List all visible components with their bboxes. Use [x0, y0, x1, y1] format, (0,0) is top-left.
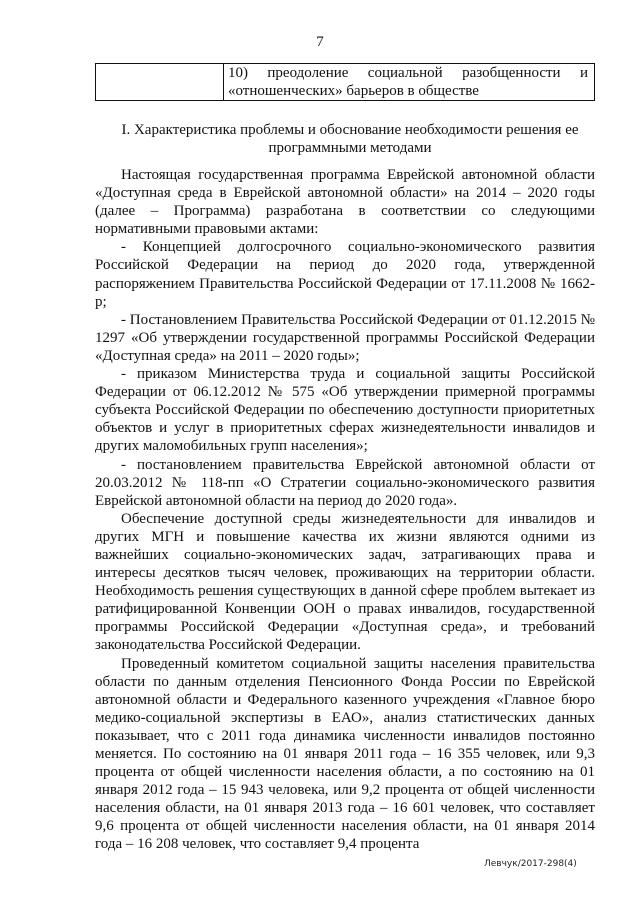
document-reference: Левчук/2017-298(4): [484, 859, 577, 869]
table-text-cell: 10) преодоление социальной разобщенности и «отношенческих» барьеров в обществе: [224, 64, 595, 101]
paragraph-intro: Настоящая государственная программа Еврейской автономной области «Доступная среда в Еврейской автономной области» на 2014 – 2020 годы (далее – Программа) разработана в соответствии со следующими нормативными правовыми актами:: [95, 167, 595, 238]
paragraph: Обеспечение доступной среды жизнедеятельности для инвалидов и других МГН и повышение качества их жизни являются одними из важнейших социально-экономических задач, затрагивающих права и интересы десятков тысяч человек, проживающих на территории области. Необходимость решения существующих в данной сфере проблем вытекает из ратифицированной Конвенции ООН о правах инвалидов, государственной программы Российской Федерации «Доступная среда», и требований законодательства Российской Федерации.: [95, 510, 595, 654]
paragraph-list-item: - Постановлением Правительства Российской Федерации от 01.12.2015 № 1297 «Об утверждении государственной программы Российской Федерации «Доступная среда» на 2011 – 2020 годы»;: [95, 311, 595, 364]
paragraph-list-item: - приказом Министерства труда и социальной защиты Российской Федерации от 06.12.2012 № 575 «Об утверждении примерной программы субъекта Российской Федерации по обеспечению доступности приоритетных объектов и услуг в приоритетных сферах жизнедеятельности инвалидов и других маломобильных групп населения»;: [95, 366, 595, 455]
paragraph-list-item: - Концепцией долгосрочного социально-экономического развития Российской Федерации на период до 2020 года, утвержденной распоряжением Правительства Российской Федерации от 17.11.2008 № 1662-р;: [95, 239, 595, 310]
table-empty-cell: [96, 64, 224, 101]
table-row: [96, 64, 595, 101]
section-heading: I. Характеристика проблемы и обоснование необходимости решения ее программными методами: [121, 122, 579, 156]
paragraph: Проведенный комитетом социальной защиты населения правительства области по данным отделения Пенсионного Фонда России по Еврейской автономной области и Федерального казенного учреждения «Главное бюро медико-социальной экспертизы в ЕАО», анализ статистических данных показывает, что с 2011 года динамика численности инвалидов постоянно меняется. По состоянию на 01 января 2011 года – 16 355 человек, или 9,3 процента от общей численности населения области, а по состоянию на 01 января 2012 года – 15 943 человека, или 9,2 процента от общей численности населения области, на 01 января 2013 года – 16 601 человек, что составляет 9,6 процента от общей численности населения области, на 01 января 2014 года – 16 208 человек, что составляет 9,4 процента: [95, 655, 595, 853]
page-number: 7: [316, 34, 324, 50]
document-body: [95, 166, 595, 854]
paragraph-list-item: - постановлением правительства Еврейской автономной области от 20.03.2012 № 118-пп «О Стратегии социально-экономического развития Еврейской автономной области на период до 2020 года».: [95, 456, 595, 509]
continuation-table: [95, 63, 595, 101]
